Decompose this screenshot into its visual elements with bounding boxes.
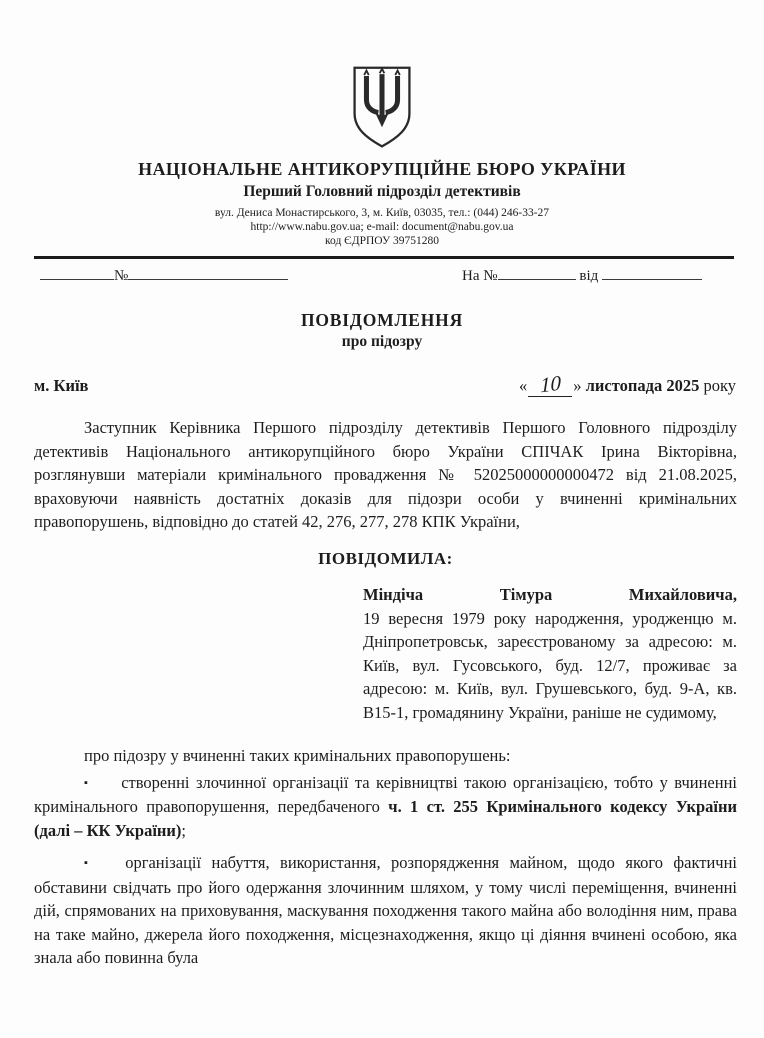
- suspect-name: Міндіча Тімура Михайловича,: [363, 585, 737, 604]
- document-subtitle: про підозру: [341, 333, 423, 350]
- offense-1-article-bold: ч. 1 ст. 255 Кримінального кодексу України (далі – КК України): [34, 797, 737, 840]
- suspect-details: 19 вересня 1979 року народження, уродженцю м. Дніпропетровськ, зареєстрованому за адресою: м. Київ, вул. Гусовського, буд. 12/7, проживає за адресою: м. Київ, вул. Грушевського, буд. 9-А, кв. В15-1, громадянину України, раніше не судимому,: [363, 608, 737, 722]
- offense-2-text: організації набуття, використання, розпорядження майном, щодо якого фактичні обставини свідчать про його одержання злочинним шляхом, у тому числі переміщення, вчиненні дій, спрямованих на приховування, маскування походження такого майна або володіння ним, права на таке майно, джерела його походження, місцезнаходження, якщо ці діяння вчинені особою, яка знала або повинна була: [34, 853, 737, 967]
- document-title: ПОВІДОМЛЕННЯ: [300, 310, 464, 330]
- offenses-intro: про підозру у вчиненні таких кримінальних правопорушень:: [84, 746, 511, 765]
- year-word: року: [703, 376, 736, 395]
- from-label: від: [579, 268, 599, 284]
- city-label: м. Київ: [34, 376, 89, 395]
- bullet-square-icon: ▪: [84, 776, 91, 789]
- incoming-date-blank: [602, 264, 702, 280]
- letterhead-divider: [34, 256, 734, 259]
- outgoing-date-blank: [40, 264, 114, 280]
- incoming-label: На №: [462, 268, 498, 284]
- division-name: Перший Головний підрозділ детективів: [243, 183, 521, 200]
- coat-of-arms: [0, 0, 764, 152]
- website-email-line: http://www.nabu.gov.ua; e-mail: document@nabu.gov.ua: [250, 221, 514, 233]
- address-line: вул. Дениса Монастирського, 3, м. Київ, 03035, тел.: (044) 246-33-27: [214, 207, 550, 219]
- outgoing-number-group: [40, 264, 288, 285]
- open-quote: «: [518, 376, 528, 395]
- offense-1-text: створенні злочинної організації та керівництві такою організацією, тобто у вчиненні кримінального правопорушення, передбаченого: [34, 772, 737, 816]
- document-body: [34, 416, 737, 970]
- ukraine-trident-icon: [350, 64, 414, 152]
- handwritten-day: 10: [539, 370, 561, 398]
- number-label: №: [114, 268, 129, 284]
- date-group: [518, 370, 736, 398]
- incoming-number-blank: [498, 264, 576, 280]
- incoming-number-group: [462, 264, 702, 285]
- letterhead-contacts: [0, 206, 764, 248]
- announce-heading: ПОВІДОМИЛА:: [318, 548, 453, 568]
- reference-number-row: [40, 264, 702, 285]
- offense-1-tail: ;: [181, 820, 187, 840]
- bullet-square-icon: ▪: [84, 857, 95, 869]
- close-quote: »: [573, 376, 582, 395]
- offense-item-2: [34, 851, 737, 970]
- edrpou-line: код ЄДРПОУ 39751280: [325, 235, 439, 247]
- suspect-details-block: [363, 583, 737, 724]
- organization-name: НАЦІОНАЛЬНЕ АНТИКОРУПЦІЙНЕ БЮРО УКРАЇНИ: [138, 159, 626, 179]
- outgoing-number-blank: [128, 264, 288, 280]
- offense-item-1: [34, 771, 737, 843]
- intro-paragraph: Заступник Керівника Першого підрозділу детективів Першого Головного підрозділу детективів Національного антикорупційного бюро України СПІЧАК Ірина Вікторівна, розглянувши матеріали кримінального провадження № 52025000000000472 від 21.08.2025, враховуючи наявність достатніх доказів для підозри особи у вчиненні кримінальних правопорушень, відповідно до статей 42, 276, 277, 278 КПК України,: [34, 418, 737, 531]
- place-date-row: [34, 370, 736, 398]
- day-blank: [528, 370, 572, 398]
- month-year: листопада 2025: [585, 376, 700, 395]
